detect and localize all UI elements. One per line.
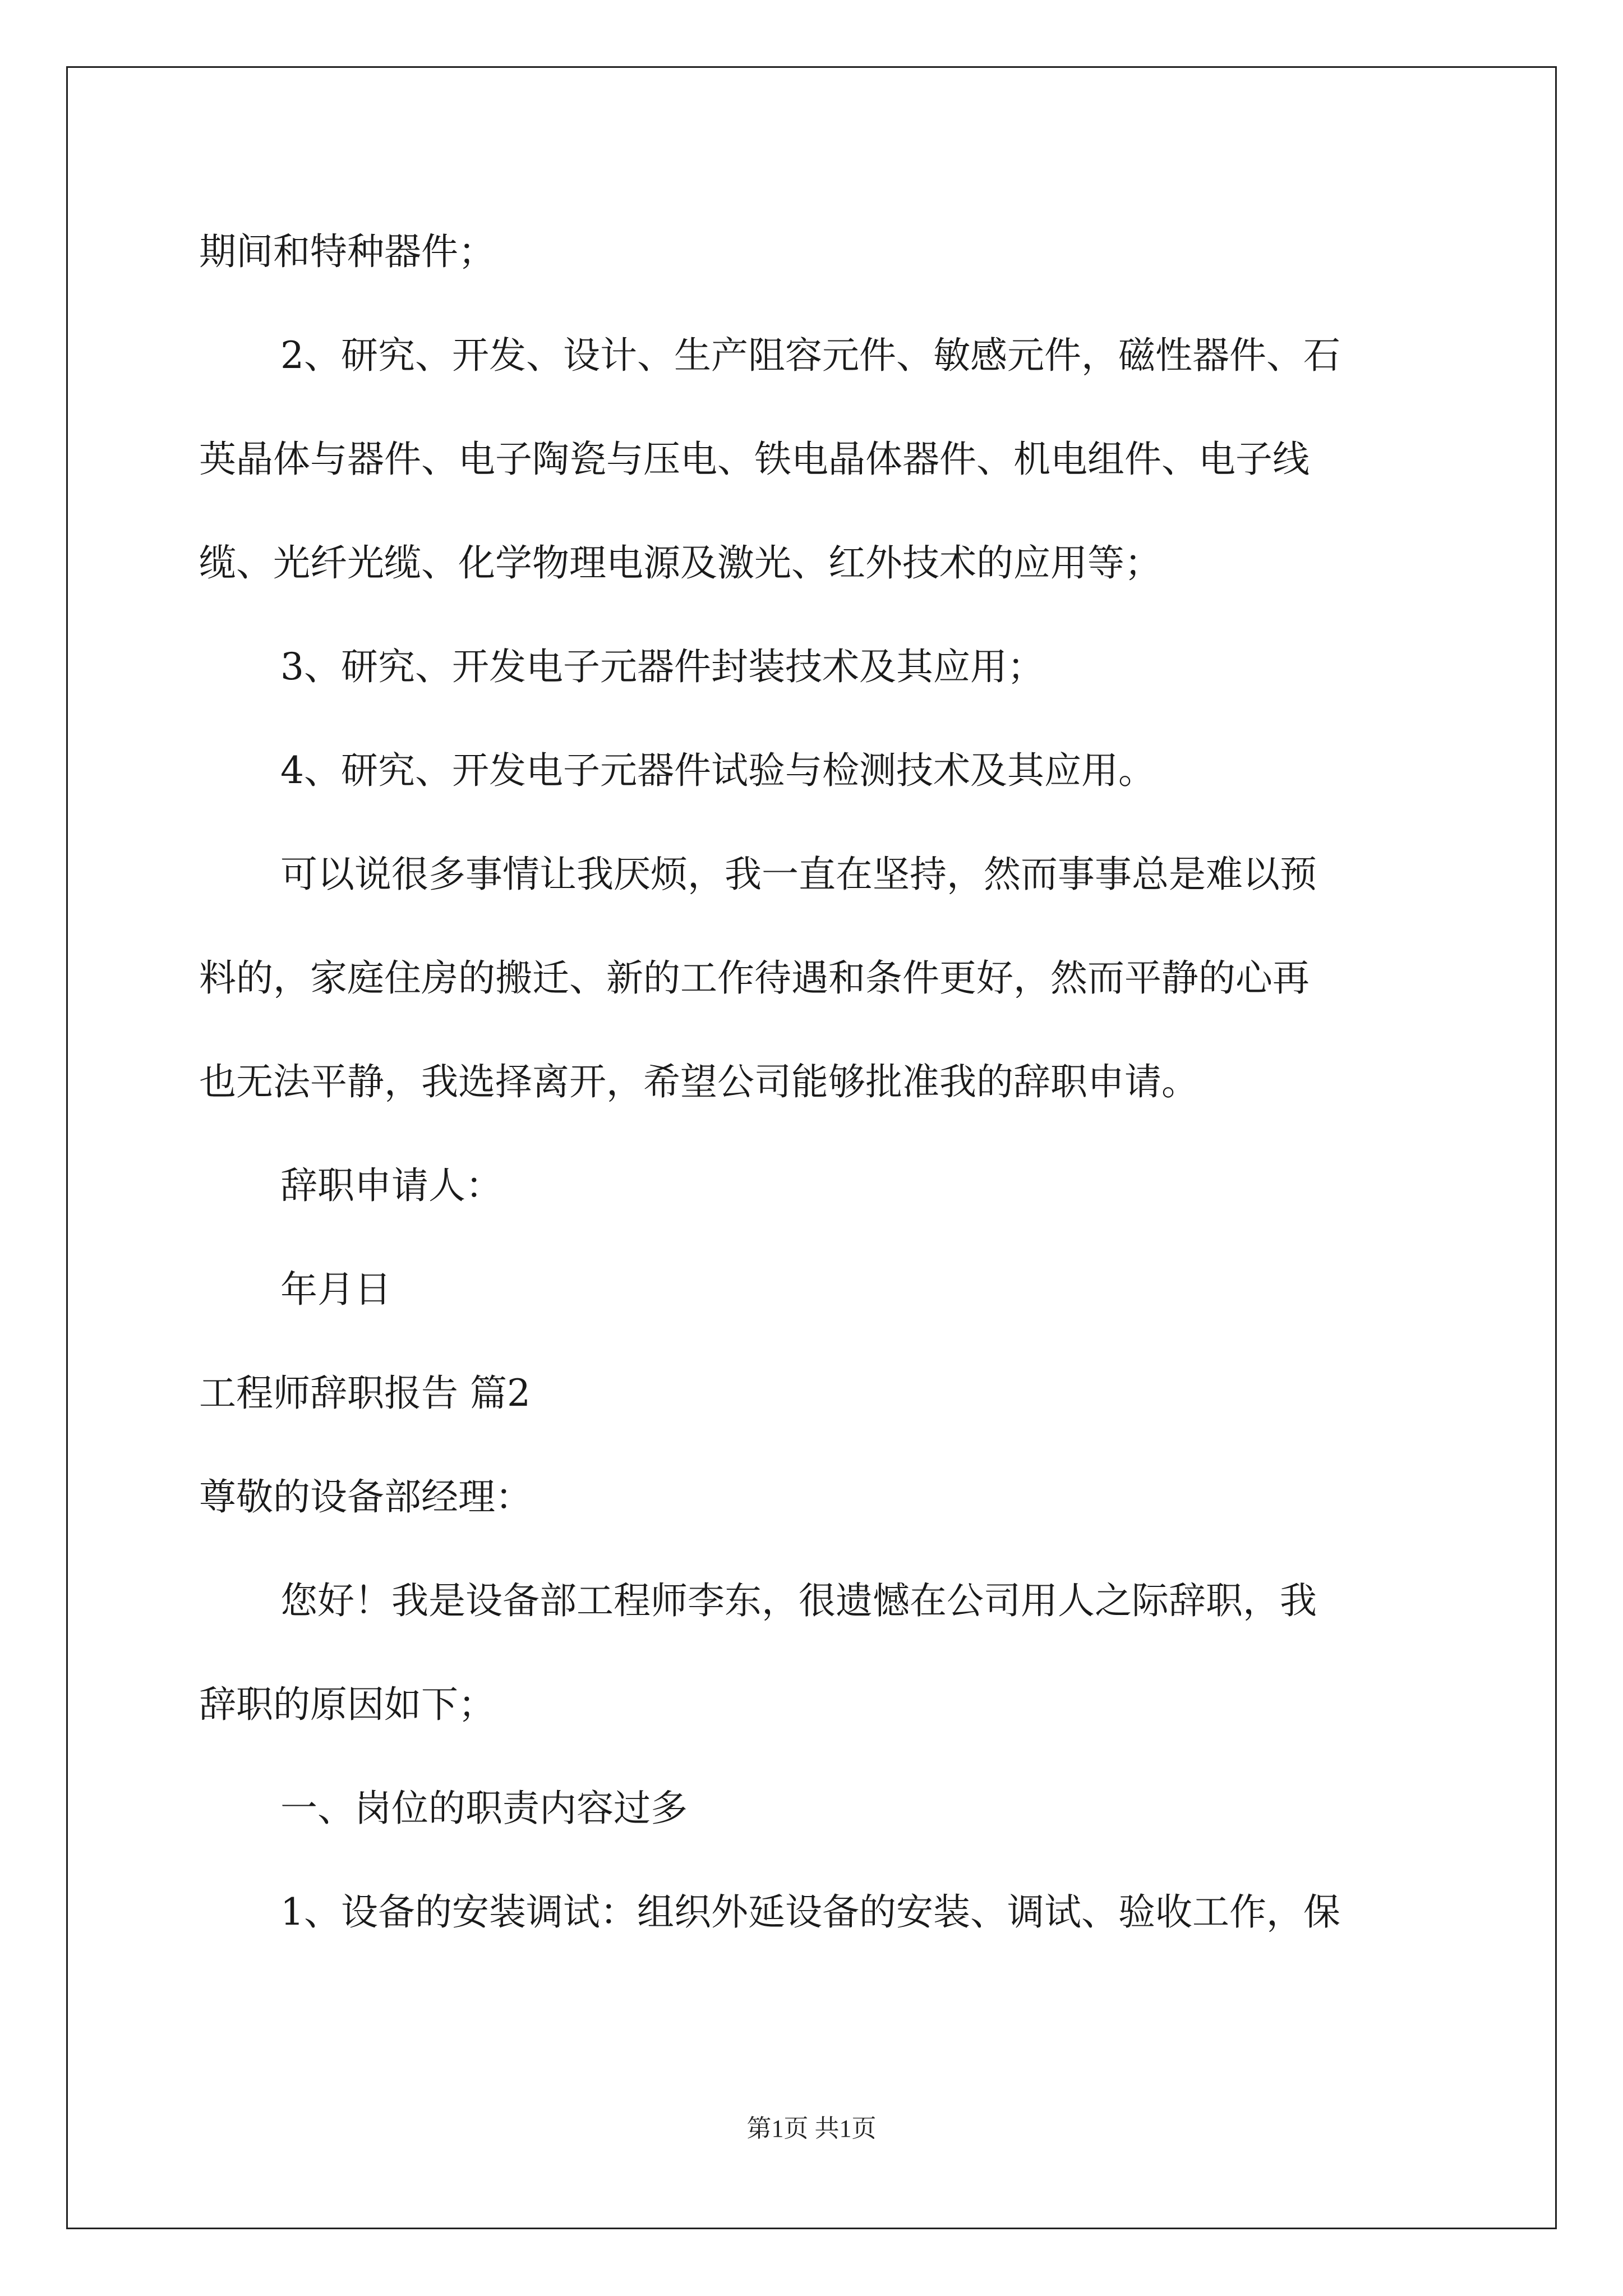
section-heading: 工程师辞职报告 篇2 <box>199 1372 531 1415</box>
text-line: 2、研究、开发、设计、生产阻容元件、敏感元件，磁性器件、石 <box>280 334 1340 377</box>
text-line: 年月日 <box>280 1268 391 1311</box>
text-line: 也无法平静，我选择离开，希望公司能够批准我的辞职申请。 <box>199 1060 1198 1103</box>
text-line: 英晶体与器件、电子陶瓷与压电、铁电晶体器件、机电组件、电子线 <box>199 438 1310 481</box>
text-line: 辞职的原因如下； <box>199 1683 495 1726</box>
text-line: 可以说很多事情让我厌烦，我一直在坚持，然而事事总是难以预 <box>280 853 1317 896</box>
text-line: 一、岗位的职责内容过多 <box>280 1787 688 1830</box>
text-line: 期间和特种器件； <box>199 230 495 273</box>
text-line: 辞职申请人： <box>280 1164 502 1207</box>
text-line: 3、研究、开发电子元器件封装技术及其应用； <box>280 645 1044 688</box>
salutation: 尊敬的设备部经理： <box>199 1475 532 1519</box>
text-line: 料的，家庭住房的搬迁、新的工作待遇和条件更好，然而平静的心再 <box>199 956 1310 1000</box>
text-line: 缆、光纤光缆、化学物理电源及激光、红外技术的应用等； <box>199 541 1161 585</box>
text-line: 4、研究、开发电子元器件试验与检测技术及其应用。 <box>280 749 1155 792</box>
page-number-footer: 第1页 共1页 <box>746 2115 877 2142</box>
text-line: 您好！我是设备部工程师李东，很遗憾在公司用人之际辞职，我 <box>280 1579 1317 1622</box>
text-line: 1、设备的安装调试：组织外延设备的安装、调试、验收工作，保 <box>280 1890 1340 1934</box>
